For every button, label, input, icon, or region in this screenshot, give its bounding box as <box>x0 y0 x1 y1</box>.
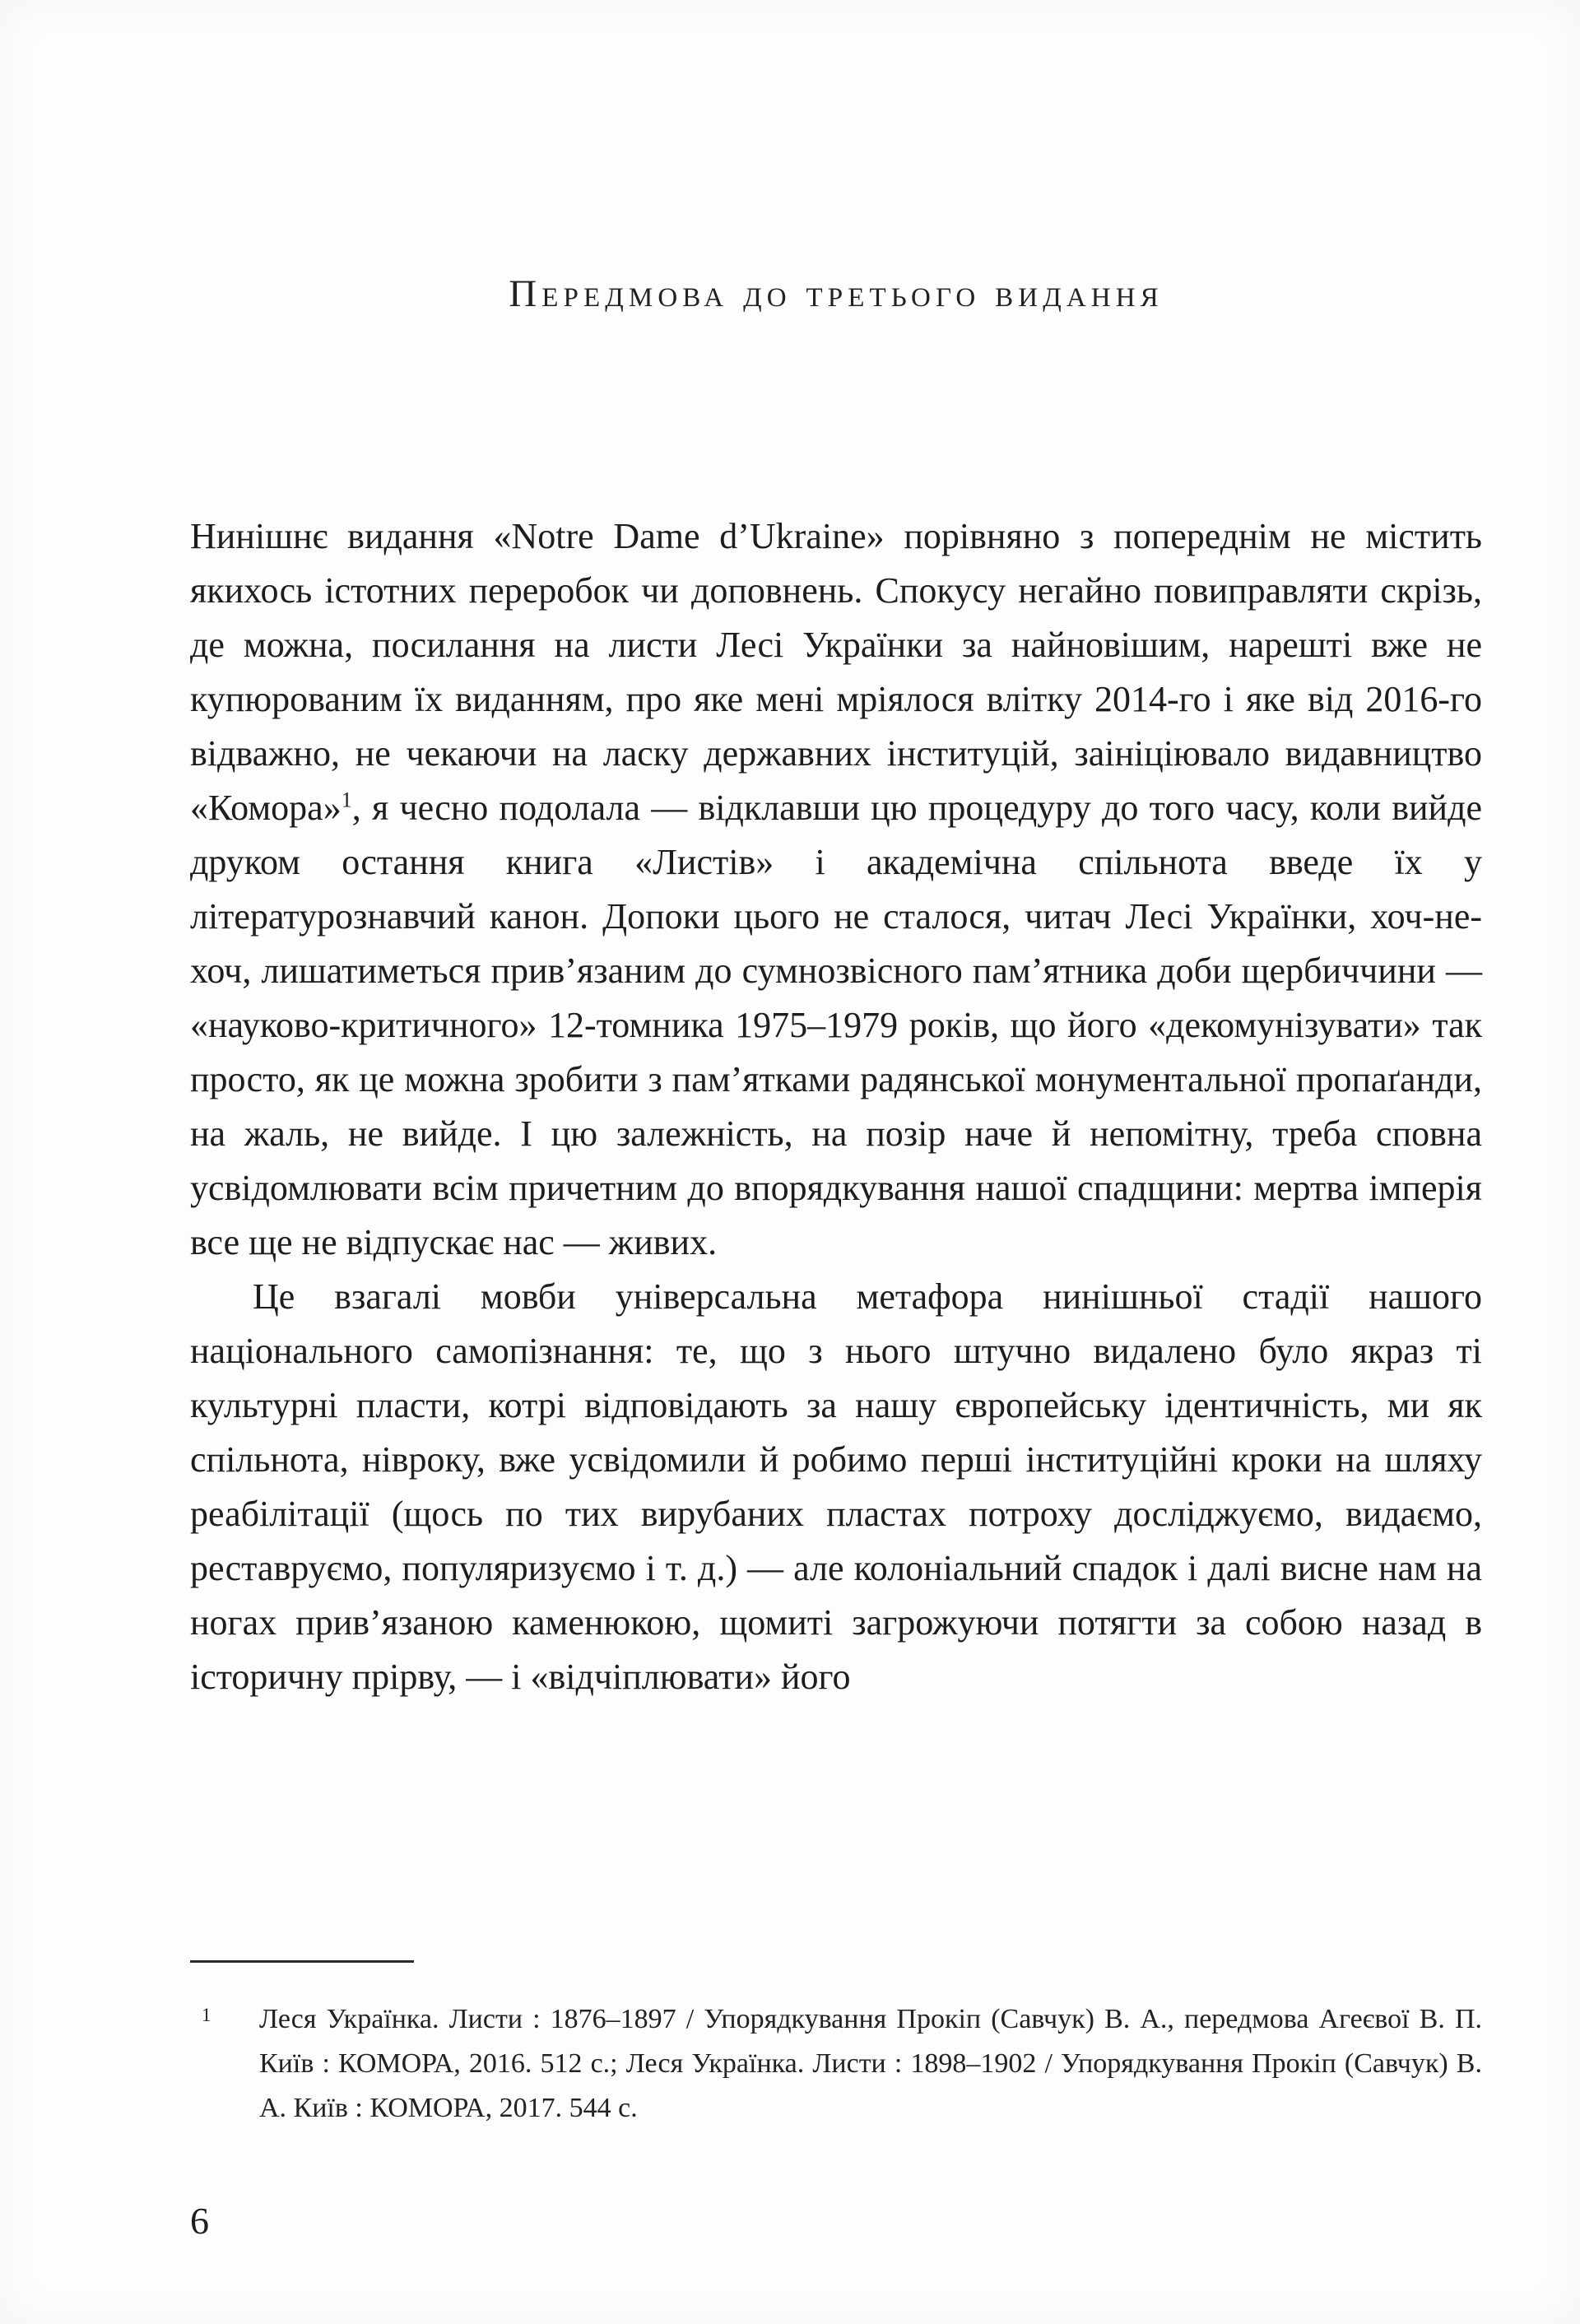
footnote-area <box>190 1960 1482 2131</box>
footnote <box>190 1997 1482 2131</box>
footnote-text: Леся Українка. Листи : 1876–1897 / Упорядкування Прокіп (Савчук) В. А., передмова Агеєвої В. П. Київ : КОМОРА, 2016. 512 с.; Леся Українка. Листи : 1898–1902 / Упорядкування Прокіп (Савчук) В. А. Київ : КОМОРА, 2017. 544 с. <box>259 2004 1482 2123</box>
body-text <box>190 509 1482 1704</box>
footnote-divider <box>190 1960 414 1963</box>
footnote-marker: 1 <box>202 2005 211 2025</box>
paragraph <box>190 509 1482 1270</box>
paragraph-text: , я чесно подолала — відклавши цю процедуру до того часу, коли вийде друком остання книга «Листів» і академічна спільнота введе їх у літературознавчий канон. Допоки цього не сталося, читач Лесі Українки, хоч-не-хоч, лишатиметься прив’язаним до сумнозвісного пам’ятника доби щербиччини — «науково-критичного» 12-томника 1975–1979 років, що його «декомунізувати» так просто, як це можна зробити з пам’ятками радянської монументальної пропаґанди, на жаль, не вийде. І цю залежність, на позір наче й непомітну, треба сповна усвідомлювати всім причетним до впорядкування нашої спадщини: мертва імперія все ще не відпускає нас — живих. <box>190 788 1482 1262</box>
paragraph: Це взагалі мовби універсальна метафора нинішньої стадії нашого національного самопізнання: те, що з нього штучно видалено було якраз ті культурні пласти, котрі відповідають за нашу європейську ідентичність, ми як спільнота, нівроку, вже усвідомили й робимо перші інституційні кроки на шляху реабілітації (щось по тих вирубаних пластах потроху досліджуємо, видаємо, реставруємо, популяризуємо і т. д.) — але колоніальний спадок і далі висне нам на ногах прив’язаною каменюкою, щомиті загрожуючи потягти за собою назад в історичну прірву, — і «відчіплювати» його <box>190 1276 1482 1697</box>
paragraph-text: Нинішнє видання «Notre Dame d’Ukraine» порівняно з попереднім не містить якихось істотних переробок чи доповнень. Спокусу негайно повиправляти скрізь, де можна, посилання на листи Лесі Українки за найновішим, нарешті вже не купюрованим їх виданням, про яке мені мріялося влітку 2014-го і яке від 2016-го відважно, не чекаючи на ласку державних інституцій, заініціювало видавництво «Комора» <box>190 516 1482 828</box>
chapter-title: Передмова до третього видання <box>509 272 1164 315</box>
footnote-reference: 1 <box>341 788 352 812</box>
page-number: 6 <box>190 2200 209 2242</box>
